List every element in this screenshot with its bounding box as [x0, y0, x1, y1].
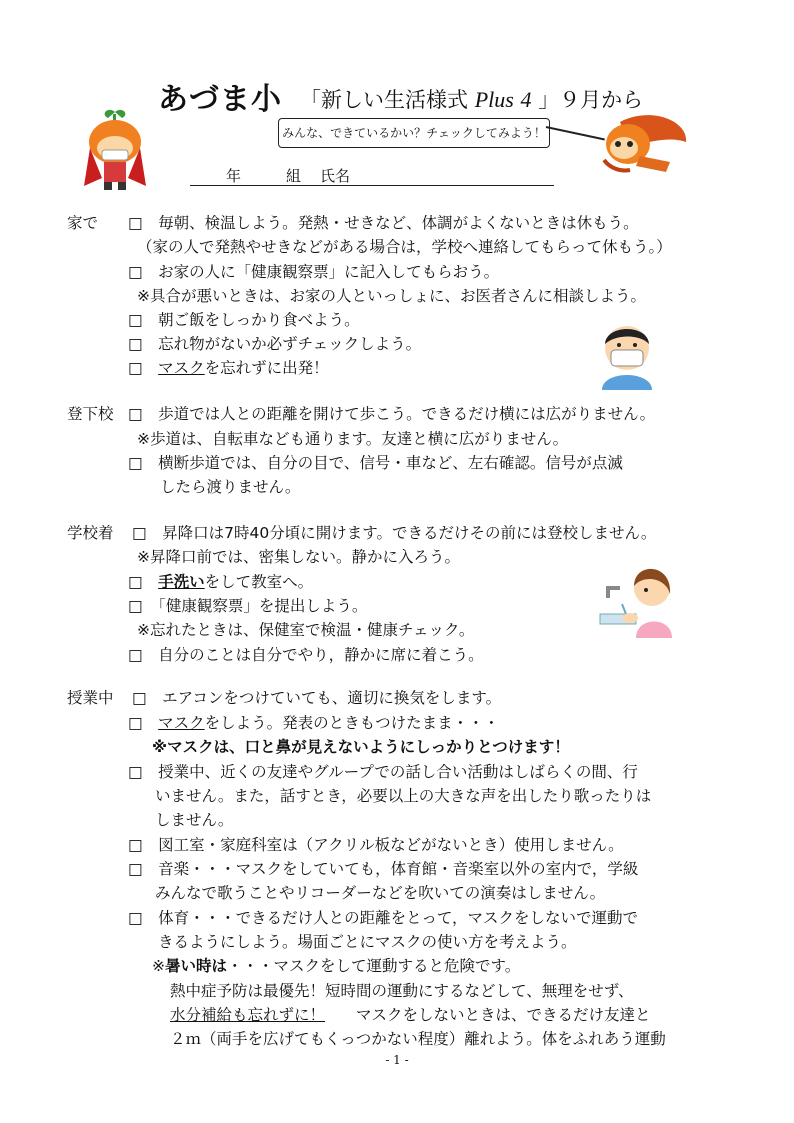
checklist-item[interactable]: □ 自分のことは自分でやり，静かに席に着こう。 [128, 646, 484, 664]
section-label-commute: 登下校 [67, 405, 114, 423]
class-label: 組 [286, 167, 302, 185]
checklist-item[interactable]: □ お家の人に「健康観察票」に記入してもらおう。 [128, 263, 500, 281]
section-label-home: 家で [67, 214, 99, 232]
checklist-item[interactable]: □ 朝ご飯をしっかり食べよう。 [128, 311, 360, 329]
checklist-item[interactable]: □ 歩道では人との距離を開けて歩こう。できるだけ横には広がりません。 [128, 405, 656, 423]
checklist-item[interactable] [128, 712, 499, 734]
checklist-item[interactable]: □ 忘れ物がないか必ずチェックしよう。 [128, 335, 422, 353]
note-rest: マスクをしないときは、できるだけ友達と [325, 1006, 651, 1024]
hydration-text: 水分補給も忘れずに！ [170, 1006, 326, 1024]
mascot-acorn-icon [80, 108, 150, 193]
grade-label: 年 [226, 167, 242, 185]
item-text: をして教室へ。 [204, 573, 314, 591]
checklist-item[interactable]: □ 「健康観察票」を提出しよう。 [128, 597, 368, 615]
checklist-item[interactable]: □ 図工室・家庭科室は（アクリル板などがないとき）使用しません。 [128, 836, 624, 854]
boy-with-mask-icon [596, 318, 658, 390]
title-plus: Plus [474, 87, 514, 112]
note-text: （家の人で発熱やせきなどがある場合は，学校へ連絡してもらって休もう。） [137, 238, 672, 256]
checklist-item[interactable] [128, 571, 313, 593]
note-continuation [170, 1004, 651, 1026]
checklist-item[interactable]: □ 毎朝、検温しよう。発熱・せきなど、体調がよくないときは休もう。 [128, 214, 639, 232]
item-continuation: きるようにしよう。場面ごとにマスクの使い方を考えよう。 [158, 933, 577, 951]
mascot-flying-icon [600, 112, 690, 178]
item-text: をしよう。発表のときもつけたまま・・・ [204, 714, 500, 732]
checklist-item[interactable]: □ 音楽・・・マスクをしていても，体育館・音楽室以外の室内で，学級 [128, 860, 639, 878]
note-continuation: 熱中症予防は最優先！短時間の運動にするなどして、無理をせず、 [170, 982, 634, 1000]
title-post: 」９月から [538, 88, 644, 112]
girl-handwashing-icon [600, 558, 672, 638]
mask-text: マスク [158, 714, 205, 732]
checklist-item[interactable]: □ 授業中、近くの友達やグループでの話し合い活動はしばらくの間、行 [128, 763, 638, 781]
mask-text: マスク [158, 359, 205, 377]
document-title [300, 84, 643, 114]
name-entry-line [190, 165, 554, 186]
speech-bubble: みんな、できているかい？チェックしてみよう！ [278, 118, 550, 148]
checkbox-text: □ [128, 714, 159, 732]
title-pre: 「新しい生活様式 [300, 88, 468, 112]
note-text: ※忘れたときは、保健室で検温・健康チェック。 [137, 621, 475, 639]
item-continuation: したら渡りません。 [160, 478, 301, 496]
hot-weather-text: 暑い時は [165, 957, 228, 975]
item-continuation: いません。また，話すとき，必要以上の大きな声を出したり歌ったりは [155, 787, 652, 805]
section-label-arrival: 学校着 [67, 524, 114, 542]
name-label: 氏名 [320, 167, 351, 185]
item-continuation: しません。 [155, 811, 234, 829]
note-text: ※具合が悪いときは、お家の人といっしょに、お医者さんに相談しよう。 [137, 287, 646, 305]
checkbox-text: □ [128, 573, 159, 591]
school-name: あづま小 [158, 82, 282, 117]
checklist-item[interactable]: □ 体育・・・できるだけ人との距離をとって，マスクをしないで運動で [128, 909, 639, 927]
checklist-item[interactable]: □ 昇降口は7時40分頃に開けます。できるだけその前には登校しません。 [132, 524, 657, 542]
item-continuation: みんなで歌うことやリコーダーなどを吹いての演奏はしません。 [155, 884, 606, 902]
title-num: 4 [520, 87, 532, 112]
item-text: を忘れずに出発！ [204, 359, 329, 377]
checklist-item[interactable]: □ エアコンをつけていても、適切に換気をします。 [132, 689, 502, 707]
note-mark: ※ [152, 957, 165, 975]
checkbox-text: □ [128, 359, 159, 377]
note-rest: ・・・マスクをして運動すると危険です。 [227, 957, 521, 975]
section-label-class: 授業中 [67, 689, 114, 707]
page-number: - 1 - [385, 1053, 409, 1067]
note-text: ※歩道は、自転車なども通ります。友達と横に広がりません。 [137, 430, 569, 448]
checklist-item[interactable] [128, 357, 329, 379]
speech-bubble-tail [546, 126, 605, 140]
handwash-text: 手洗い [158, 573, 205, 591]
note-text [152, 955, 520, 977]
checklist-item[interactable]: □ 横断歩道では、自分の目で、信号・車など、左右確認。信号が点滅 [128, 454, 623, 472]
note-continuation: ２ｍ（両手を広げてもくっつかない程度）離れよう。体をふれあう運動 [170, 1030, 666, 1048]
note-text: ※昇降口前では、密集しない。静かに入ろう。 [137, 548, 460, 566]
note-text-bold: ※マスクは、口と鼻が見えないようにしっかりとつけます！ [152, 738, 570, 756]
